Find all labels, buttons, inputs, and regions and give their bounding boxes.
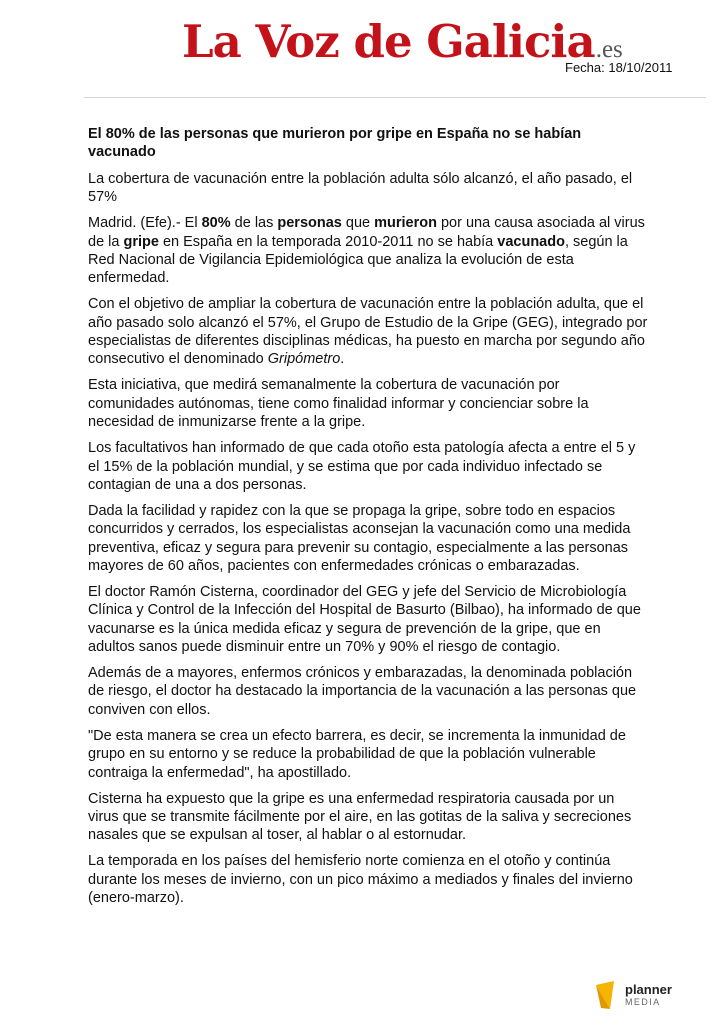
media-text: MEDIA bbox=[625, 997, 661, 1007]
newspaper-logo[interactable] bbox=[182, 14, 623, 70]
paragraph-7: Además de a mayores, enfermos crónicos y embarazadas, la denominada población de riesgo, el doctor ha destacado la importancia de la vacunación a las personas que conviven con ellos. bbox=[88, 665, 637, 718]
paragraph-1 bbox=[88, 214, 648, 288]
keyword-bold: murieron bbox=[374, 215, 437, 232]
publication-date: Fecha: 18/10/2011 bbox=[565, 60, 673, 75]
text-run: que bbox=[341, 215, 375, 232]
text-run: por una causa asociada al virus de la bbox=[88, 215, 645, 250]
text-run: en España en la temporada 2010-2011 no se había bbox=[158, 233, 498, 250]
keyword-bold: personas bbox=[277, 215, 342, 232]
planner-media-logo bbox=[594, 981, 672, 1009]
planner-text: planner bbox=[625, 982, 672, 997]
keyword-bold: vacunado bbox=[497, 233, 565, 250]
text-run: Madrid. (Efe).- El bbox=[88, 215, 202, 232]
paragraph-5: Dada la facilidad y rapidez con la que se propaga la gripe, sobre todo en espacios concurridos y cerrados, los especialistas aconsejan la vacunación como una medida preventiva, eficaz y segura para prevenir su contagio, especialmente a las personas mayores de 60 años, pacientes con enfermedades crónicas o embarazadas. bbox=[88, 502, 631, 575]
header-divider bbox=[84, 97, 706, 98]
gripometro-italic: Gripómetro bbox=[267, 351, 341, 368]
keyword-bold: 80% bbox=[201, 215, 231, 232]
article-headline: El 80% de las personas que murieron por gripe en España no se habían vacunado bbox=[88, 126, 582, 161]
text-run: de las bbox=[230, 215, 278, 232]
paragraph-9: Cisterna ha expuesto que la gripe es una enfermedad respiratoria causada por un virus que se transmite fácilmente por el aire, en las gotitas de la saliva y secreciones nasales que se expulsan al toser, al hablar o al estornudar. bbox=[88, 790, 632, 844]
paragraph-8: "De esta manera se crea un efecto barrera, es decir, se incrementa la inmunidad de grupo en su entorno y se reduce la probabilidad de que la población vulnerable contraiga la enfermedad", ha apostillado. bbox=[88, 727, 626, 781]
paragraph-2 bbox=[88, 295, 648, 369]
logo-text: La Voz de Galicia bbox=[182, 15, 595, 68]
article-subheadline: La cobertura de vacunación entre la población adulta sólo alcanzó, el año pasado, el 57% bbox=[88, 170, 633, 206]
paragraph-4: Los facultativos han informado de que cada otoño esta patología afecta a entre el 5 y el 15% de la población mundial, y se estima que por cada individuo infectado se contagian de una a dos personas. bbox=[88, 440, 636, 493]
keyword-bold: gripe bbox=[123, 233, 159, 250]
planner-media-wordmark bbox=[625, 983, 672, 1007]
text-run: Con el objetivo de ampliar la cobertura de vacunación entre la población adulta, que el año pasado solo alcanzó el 57%, el Grupo de Estudio de la Gripe (GEG), integrado por especialistas de diferentes disciplinas médicas, ha puesto en marcha por segundo año consecutivo el denominado bbox=[88, 296, 648, 368]
text-run: , según la Red Nacional de Vigilancia Epidemiológica que analiza la evolución de esta enfermedad. bbox=[88, 233, 628, 287]
paragraph-3: Esta iniciativa, que medirá semanalmente la cobertura de vacunación por comunidades autónomas, tiene como finalidad informar y concienciar sobre la necesidad de inmunizarse frente a la gripe. bbox=[88, 377, 589, 431]
article-body bbox=[88, 125, 648, 915]
paragraph-6: El doctor Ramón Cisterna, coordinador del GEG y jefe del Servicio de Microbiología Clínica y Control de la Infección del Hospital de Basurto (Bilbao), ha informado de que vacunarse es la única medida eficaz y segura de prevención de la gripe, que en adultos sanos puede disminuir entre un 70% y 90% el riesgo de contagio. bbox=[88, 583, 641, 656]
text-run: . bbox=[340, 351, 345, 368]
logo-suffix: .es bbox=[595, 36, 623, 63]
paragraph-10: La temporada en los países del hemisferio norte comienza en el otoño y continúa durante los meses de invierno, con un pico máximo a mediados y finales del invierno (enero-marzo). bbox=[88, 853, 633, 907]
planner-media-logo-icon bbox=[594, 981, 621, 1009]
